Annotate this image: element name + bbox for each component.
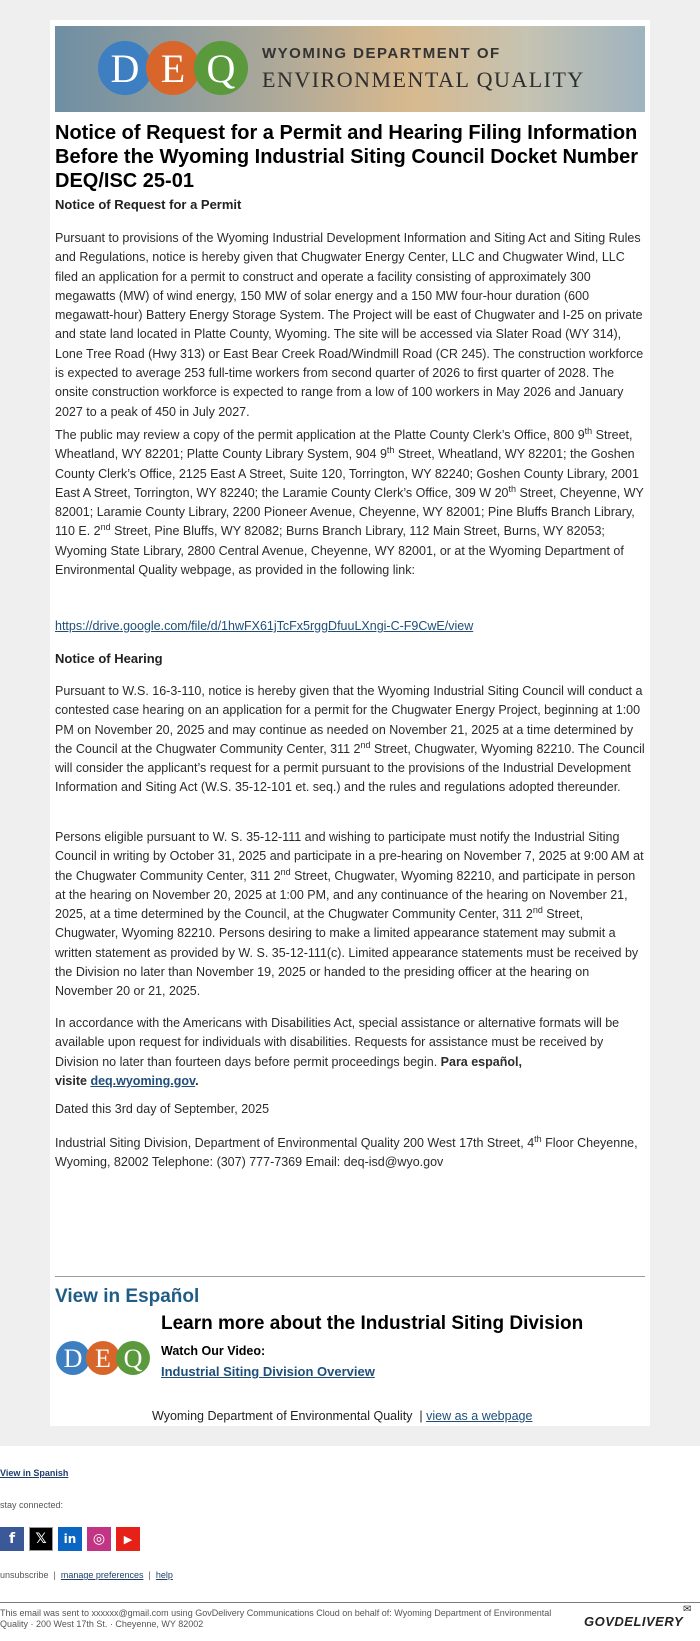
- paragraph-review-locations: The public may review a copy of the permit application at the Platte County Clerk’s Office, 800 9th Street, Wheatland, WY 82201; Platte County Library System, 904 9th Street, Wheatland, WY 82201; the Goshen County Clerk’s Office, 2125 East A Street, Suite 120, Torrington, WY 82240; Goshen County Library, 2001 East A Street, Torrington, WY 82240; the Laramie County Clerk’s Office, 309 W 20th Street, Cheyenne, WY 82001; Laramie County Library, 2200 Pioneer Avenue, Cheyenne, WY 82001; Pine Bluffs Branch Library, 110 E. 2nd Street, Pine Bluffs, WY 82082; Burns Branch Library, 112 Main Street, Burns, WY 82053; Wyoming State Library, 2800 Central Avenue, Cheyenne, WY 82001, or at the Wyoming Department of Environmental Quality webpage, as provided in the following link:: [55, 425, 644, 578]
- x-icon[interactable]: 𝕏: [29, 1527, 53, 1551]
- card-footer: Wyoming Department of Environmental Quality | view as a webpage: [152, 1409, 533, 1423]
- logo-letter-q: Q: [206, 46, 236, 91]
- banner-title-line1: WYOMING DEPARTMENT OF: [262, 45, 501, 62]
- paragraph-eligibility: Persons eligible pursuant to W. S. 35-12-111 and wishing to participate must notify the Industrial Siting Council in writing by October 31, 2025 and participate in a pre-hearing on November 7, 2025 at 9:00 AM at the Chugwater Community Center, 311 2nd Street, Chugwater, Wyoming 82210, and participate in person at the hearing on November 20, 2025 at 1:00 PM, and any continuance of the hearing on November 21, 2025, at a time determined by the Council, at the Chugwater Community Center, 311 2nd Street, Chugwater, Wyoming 82210. Persons desiring to make a limited appearance statement may submit a written statement as provided by W. S. 35-12-111(c). Limited appearance statements must be received by the Division no later than November 19, 2025 or handed to the presiding officer at the hearing on November 20 or 21, 2025.: [55, 830, 644, 999]
- manage-preferences-link[interactable]: manage preferences: [60, 1570, 144, 1580]
- youtube-icon[interactable]: ▶: [116, 1527, 140, 1551]
- paragraph-permit: Pursuant to provisions of the Wyoming Industrial Development Information and Siting Act and Siting Rules and Regulations, notice is hereby given that Chugwater Energy Center, LLC and Chugwater Wind, LLC filed an application for a permit to construct and operate a facility consisting of approximately 300 megawatts (MW) of wind energy, 150 MW of solar energy and a 150 MW four-hour duration (600 megawatt-hour) Battery Energy Storage System. The Project will be east of Chugwater and I-25 on private and state land located in Platte County, Wyoming. The site will be accessed via Slater Road (WY 314), Lone Tree Road (Hwy 313) or East Bear Creek Road/Windmill Road (CR 245). The construction workforce is expected to average 253 full-time workers from second quarter of 2026 to first quarter of 2028. The onsite construction workforce is expected to range from a low of 100 workers in May 2026 and January 2027 to a peak of 450 in July 2027.: [55, 231, 644, 419]
- email-card: [50, 20, 650, 1426]
- stay-connected-label: stay connected:: [0, 1500, 64, 1510]
- linkedin-icon[interactable]: in: [58, 1527, 82, 1551]
- notice-headline: Notice of Request for a Permit and Hearing Filing Information Before the Wyoming Industrial Siting Council Docket Number DEQ/ISC 25-01: [55, 122, 639, 192]
- govdelivery-footer: [0, 1446, 700, 1641]
- divider: [55, 1276, 645, 1277]
- watch-video-label: Watch Our Video:: [161, 1344, 266, 1358]
- svg-text:E: E: [95, 1344, 111, 1373]
- contact-info: Industrial Siting Division, Department of Environmental Quality 200 West 17th Street, 4th Floor Cheyenne, Wyoming, 82002 Telephone: (307) 777-7369 Email: deq-isd@wyo.gov: [55, 1133, 638, 1170]
- logo-letter-d: D: [110, 46, 140, 91]
- section-title-hearing: Notice of Hearing: [55, 651, 163, 666]
- dated-line: Dated this 3rd day of September, 2025: [55, 1102, 270, 1116]
- deq-banner: [55, 26, 645, 112]
- sent-to-notice: This email was sent to xxxxxx@gmail.com using GovDelivery Communications Cloud on behalf of: Wyoming Department of Environmental Quality · 200 West 17th St. · Cheyenne, WY 82002: [0, 1608, 552, 1629]
- banner-title-line2: ENVIRONMENTAL QUALITY: [262, 67, 585, 92]
- view-in-spanish-wrap: [0, 1468, 68, 1478]
- view-as-webpage-link[interactable]: view as a webpage: [426, 1409, 533, 1423]
- learn-more-heading: Learn more about the Industrial Siting Division: [161, 1313, 584, 1334]
- svg-text:Q: Q: [123, 1344, 143, 1373]
- deq-website-link[interactable]: deq.wyoming.gov: [90, 1073, 196, 1088]
- isd-overview-video-link[interactable]: Industrial Siting Division Overview: [161, 1364, 375, 1379]
- preference-links: unsubscribe | manage preferences | help: [0, 1570, 173, 1580]
- view-in-spanish-link[interactable]: View in Spanish: [0, 1468, 69, 1478]
- paragraph-hearing: Pursuant to W.S. 16-3-110, notice is hereby given that the Wyoming Industrial Siting Council will conduct a contested case hearing on an application for a permit for the Chugwater Energy Project, beginning at 1:00 PM on November 20, 2025 and may continue as needed on November 21, 2025 at a time determined by the Council at the Chugwater Community Center, 311 2nd Street, Chugwater, Wyoming 82210. The Council will consider the applicant’s request for a permit pursuant to the provisions of the Industrial Development Information and Siting Act (W.S. 35-12-101 et. seq.) and the rules and regulations adopted thereunder.: [55, 684, 645, 795]
- footer-divider: [0, 1602, 700, 1603]
- logo-letter-e: E: [160, 46, 186, 91]
- footer-org: Wyoming Department of Environmental Quality: [152, 1409, 413, 1423]
- permit-application-link[interactable]: https://drive.google.com/file/d/1hwFX61jTcFx5rggDfuuLXngi-C-F9CwE/view: [55, 619, 474, 633]
- unsubscribe-link[interactable]: unsubscribe: [0, 1570, 49, 1580]
- facebook-icon[interactable]: f: [0, 1527, 24, 1551]
- social-icons: [0, 1527, 140, 1551]
- svg-text:D: D: [63, 1344, 83, 1373]
- paragraph-accessibility: In accordance with the Americans with Disabilities Act, special assistance or alternative formats will be available upon request for individuals with disabilities. Requests for assistance must be received by Division no later than fourteen days before permit proceedings begin. Para español, visite deq.wyoming.gov.: [55, 1016, 620, 1088]
- govdelivery-logo[interactable]: GOVDELIVERY: [584, 1614, 684, 1629]
- help-link[interactable]: help: [155, 1570, 173, 1580]
- permit-application-link-line: [55, 619, 473, 633]
- view-in-espanol-link[interactable]: View in Español: [55, 1286, 200, 1307]
- instagram-icon[interactable]: ◎: [87, 1527, 111, 1551]
- video-link-wrap: [161, 1364, 375, 1379]
- envelope-icon: ✉: [683, 1604, 692, 1615]
- deq-logo-small: [56, 1338, 150, 1378]
- section-title-permit: Notice of Request for a Permit: [55, 197, 242, 212]
